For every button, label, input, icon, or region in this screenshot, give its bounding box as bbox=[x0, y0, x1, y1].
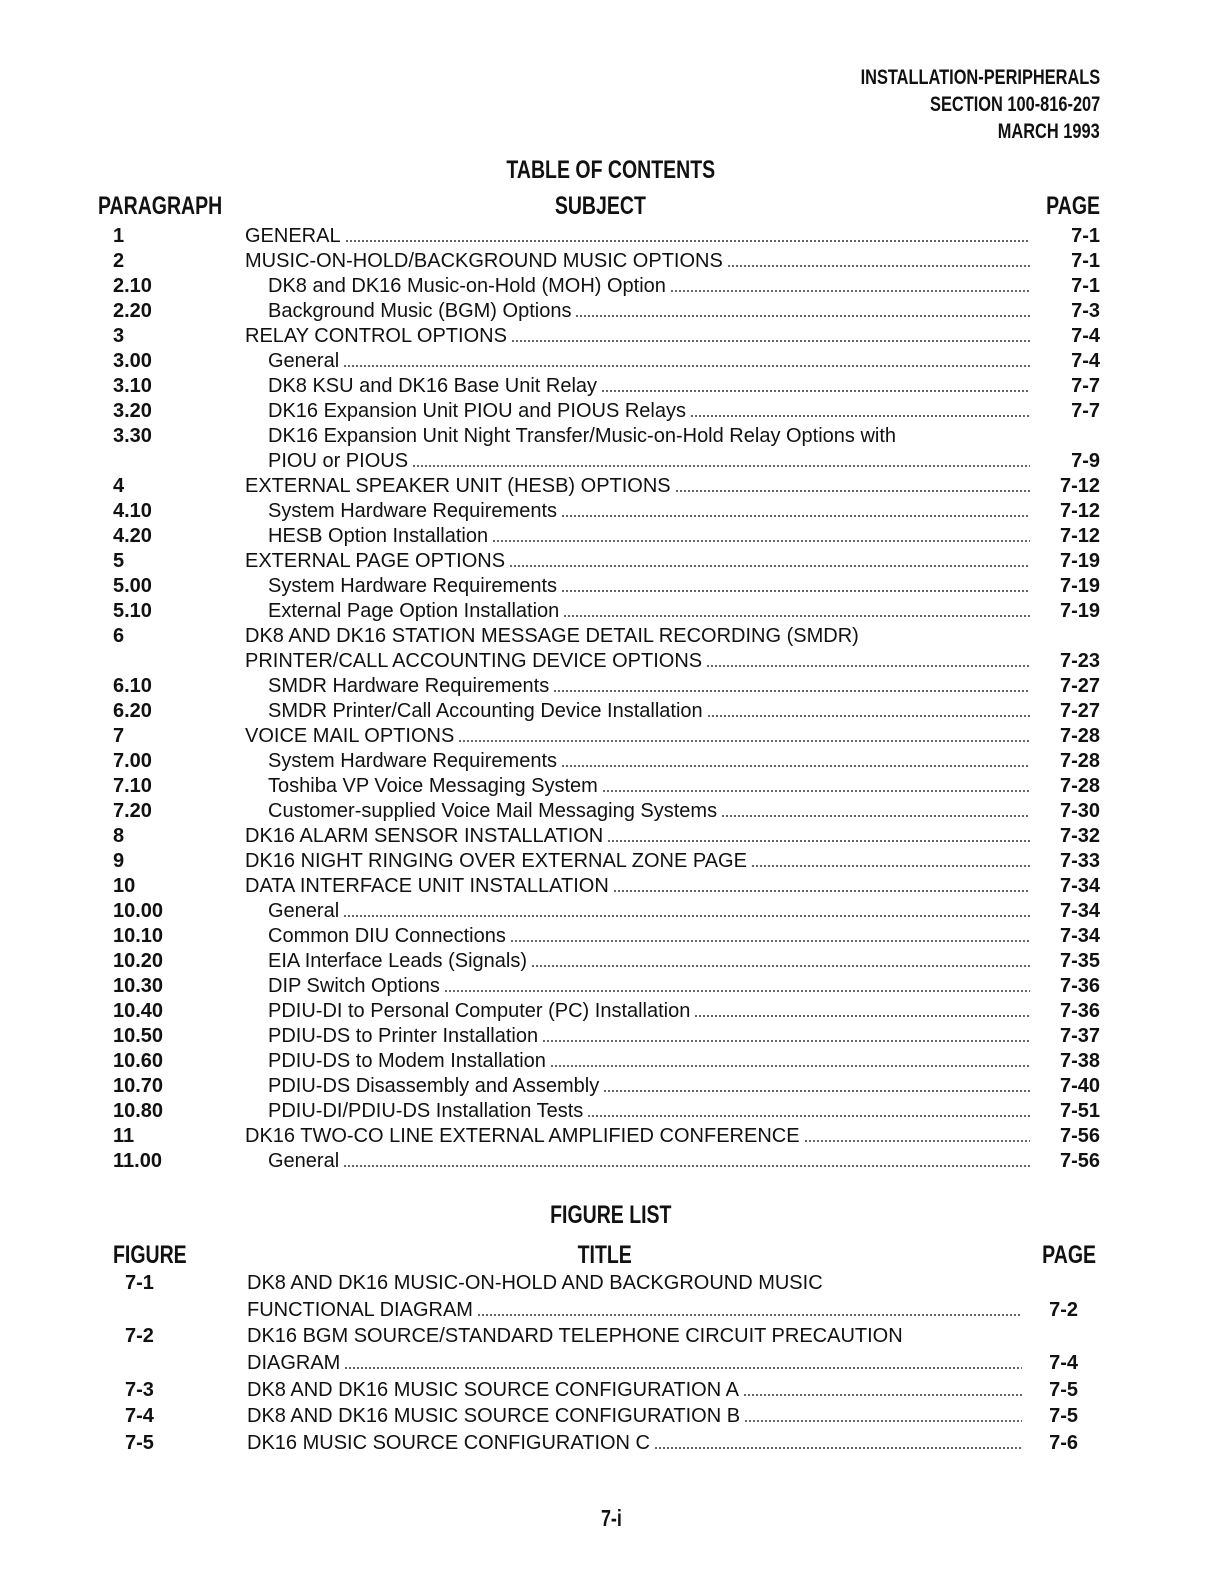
toc-entry-row bbox=[0, 599, 1222, 624]
subject-text: VOICE MAIL OPTIONS bbox=[245, 725, 455, 747]
page-number-ref: 7-9 bbox=[1071, 450, 1100, 472]
paragraph-number: 10.40 bbox=[113, 1000, 164, 1022]
subject-text: EIA Interface Leads (Signals) bbox=[268, 950, 528, 972]
paragraph-number: 4.20 bbox=[113, 525, 152, 547]
subject-text: Customer-supplied Voice Mail Messaging Systems bbox=[268, 800, 718, 822]
subject-line bbox=[268, 349, 1030, 374]
page-number-ref: 7-36 bbox=[1059, 1000, 1100, 1022]
subject-text: Toshiba VP Voice Messaging System bbox=[268, 775, 598, 797]
subject-text: DIP Switch Options bbox=[268, 975, 440, 997]
page-number-ref: 7-12 bbox=[1059, 475, 1100, 497]
paragraph-number: 2 bbox=[113, 250, 125, 272]
page-number-ref: 7-28 bbox=[1059, 725, 1100, 747]
paragraph-number: 2.10 bbox=[113, 275, 152, 297]
figure-number: 7-3 bbox=[125, 1378, 154, 1401]
subject-line bbox=[268, 599, 1030, 624]
page-number-wrap bbox=[0, 1505, 1222, 1532]
paragraph-number: 10 bbox=[113, 875, 136, 897]
dot-leader bbox=[743, 1394, 1022, 1396]
toc-entry-row bbox=[0, 349, 1222, 374]
dot-leader bbox=[575, 315, 1030, 317]
paragraph-number: 4.10 bbox=[113, 500, 152, 522]
toc-entry-row bbox=[0, 799, 1222, 824]
toc-entry-row bbox=[0, 299, 1222, 324]
subject-text: DK16 NIGHT RINGING OVER EXTERNAL ZONE PAGE bbox=[245, 850, 747, 872]
toc-title-wrap bbox=[0, 156, 1222, 185]
subject-text: MUSIC-ON-HOLD/BACKGROUND MUSIC OPTIONS bbox=[245, 250, 723, 272]
dot-leader bbox=[721, 815, 1030, 817]
page-number-ref: 7-56 bbox=[1059, 1150, 1100, 1172]
paragraph-number: 7.00 bbox=[113, 750, 152, 772]
toc-entry-row bbox=[0, 399, 1222, 424]
figure-title-text: DK8 AND DK16 MUSIC SOURCE CONFIGURATION B bbox=[247, 1405, 741, 1428]
toc-entry-row bbox=[0, 274, 1222, 299]
subject-text: HESB Option Installation bbox=[268, 525, 489, 547]
dot-leader bbox=[694, 1015, 1030, 1017]
toc-entry-row bbox=[0, 449, 1222, 474]
page-number-ref: 7-27 bbox=[1059, 700, 1100, 722]
subject-line bbox=[245, 649, 1030, 674]
dot-leader bbox=[477, 1314, 1022, 1316]
figure-number: 7-1 bbox=[125, 1272, 154, 1294]
dot-leader bbox=[602, 790, 1030, 792]
dot-leader bbox=[563, 615, 1030, 617]
subject-text: PDIU-DI to Personal Computer (PC) Installation bbox=[268, 1000, 691, 1022]
dot-leader bbox=[444, 990, 1030, 992]
subject-line bbox=[268, 999, 1030, 1024]
subject-line bbox=[245, 849, 1030, 874]
header-date: MARCH 1993 bbox=[998, 120, 1100, 143]
toc-entry-row bbox=[0, 1049, 1222, 1074]
toc-col-subject-wrap bbox=[0, 192, 1200, 221]
toc-entry-row bbox=[0, 749, 1222, 774]
paragraph-number: 5 bbox=[113, 550, 125, 572]
figure-entry-row bbox=[0, 1350, 1222, 1377]
figure-entry-row bbox=[0, 1403, 1222, 1430]
dot-leader bbox=[492, 540, 1030, 542]
paragraph-number: 10.30 bbox=[113, 975, 164, 997]
dot-leader bbox=[601, 390, 1030, 392]
toc-entry-row bbox=[0, 1074, 1222, 1099]
subject-line bbox=[268, 674, 1030, 699]
dot-leader bbox=[613, 890, 1030, 892]
paragraph-number: 7.10 bbox=[113, 775, 152, 797]
toc-entry-row bbox=[0, 374, 1222, 399]
toc-col-page: PAGE bbox=[1046, 192, 1100, 220]
toc-entry-row bbox=[0, 999, 1222, 1024]
toc-entry-row bbox=[0, 1024, 1222, 1049]
dot-leader bbox=[751, 865, 1030, 867]
figure-entry-row bbox=[0, 1430, 1222, 1457]
paragraph-number: 10.50 bbox=[113, 1025, 164, 1047]
subject-line bbox=[268, 899, 1030, 924]
page-number-ref: 7-35 bbox=[1059, 950, 1100, 972]
page-number: 7-i bbox=[600, 1505, 622, 1531]
fig-col-page: PAGE bbox=[1042, 1241, 1096, 1269]
dot-leader bbox=[561, 515, 1030, 517]
subject-text: System Hardware Requirements bbox=[268, 500, 557, 522]
toc-col-subject: SUBJECT bbox=[554, 192, 646, 220]
subject-line bbox=[268, 1149, 1030, 1174]
paragraph-number: 6 bbox=[113, 625, 125, 647]
subject-text: External Page Option Installation bbox=[268, 600, 560, 622]
figure-page-ref: 7-2 bbox=[1049, 1298, 1078, 1321]
dot-leader bbox=[744, 1420, 1022, 1422]
page-number-ref: 7-4 bbox=[1071, 325, 1100, 347]
subject-line bbox=[268, 1074, 1030, 1099]
figure-title-line bbox=[247, 1323, 907, 1350]
figure-title-text: DK8 AND DK16 MUSIC-ON-HOLD AND BACKGROUND MUSIC bbox=[247, 1272, 823, 1294]
dot-leader bbox=[550, 1065, 1030, 1067]
subject-text: DK8 AND DK16 STATION MESSAGE DETAIL RECORDING (SMDR) bbox=[245, 625, 859, 647]
paragraph-number: 4 bbox=[113, 475, 125, 497]
subject-line bbox=[268, 924, 1030, 949]
subject-text: DK16 TWO-CO LINE EXTERNAL AMPLIFIED CONFERENCE bbox=[245, 1125, 800, 1147]
subject-text: EXTERNAL SPEAKER UNIT (HESB) OPTIONS bbox=[245, 475, 671, 497]
page-number-ref: 7-36 bbox=[1059, 975, 1100, 997]
toc-entry-row bbox=[0, 624, 1222, 649]
toc-entry-row bbox=[0, 674, 1222, 699]
subject-text: Common DIU Connections bbox=[268, 925, 506, 947]
toc-entry-row bbox=[0, 574, 1222, 599]
figure-number: 7-2 bbox=[125, 1325, 154, 1348]
figure-title-text: DK16 MUSIC SOURCE CONFIGURATION C bbox=[247, 1432, 650, 1455]
toc-entry-row bbox=[0, 1149, 1222, 1174]
toc-list bbox=[0, 224, 1222, 1174]
paragraph-number: 10.80 bbox=[113, 1100, 164, 1122]
dot-leader bbox=[561, 765, 1030, 767]
page-number-ref: 7-3 bbox=[1071, 300, 1100, 322]
paragraph-number: 6.10 bbox=[113, 675, 152, 697]
dot-leader bbox=[804, 1140, 1030, 1142]
page-number-ref: 7-12 bbox=[1059, 500, 1100, 522]
dot-leader bbox=[603, 1090, 1030, 1092]
page-number-ref: 7-1 bbox=[1071, 250, 1100, 272]
toc-entry-row bbox=[0, 899, 1222, 924]
dot-leader bbox=[675, 490, 1030, 492]
subject-line bbox=[268, 1099, 1030, 1124]
paragraph-number: 11.00 bbox=[113, 1150, 162, 1172]
subject-line bbox=[268, 949, 1030, 974]
dot-leader bbox=[542, 1040, 1030, 1042]
subject-line bbox=[268, 399, 1030, 424]
toc-col-paragraph: PARAGRAPH bbox=[98, 192, 223, 220]
subject-text: DK8 and DK16 Music-on-Hold (MOH) Option bbox=[268, 275, 666, 297]
page-number-ref: 7-19 bbox=[1059, 600, 1100, 622]
page-number-ref: 7-37 bbox=[1059, 1025, 1100, 1047]
paragraph-number: 11 bbox=[113, 1125, 135, 1147]
paragraph-number: 6.20 bbox=[113, 700, 152, 722]
dot-leader bbox=[343, 1165, 1030, 1167]
paragraph-number: 2.20 bbox=[113, 300, 152, 322]
dot-leader bbox=[458, 740, 1030, 742]
subject-text: PDIU-DS to Printer Installation bbox=[268, 1025, 539, 1047]
page-number-ref: 7-4 bbox=[1071, 350, 1100, 372]
subject-line bbox=[268, 574, 1030, 599]
toc-entry-row bbox=[0, 949, 1222, 974]
page-number-ref: 7-34 bbox=[1059, 875, 1100, 897]
page-number-ref: 7-30 bbox=[1059, 800, 1100, 822]
subject-text: Background Music (BGM) Options bbox=[268, 300, 572, 322]
dot-leader bbox=[531, 965, 1030, 967]
header-section: SECTION 100-816-207 bbox=[929, 93, 1100, 116]
toc-entry-row bbox=[0, 549, 1222, 574]
dot-leader bbox=[587, 1115, 1030, 1117]
subject-text: System Hardware Requirements bbox=[268, 575, 557, 597]
figure-entry-row bbox=[0, 1297, 1222, 1324]
dot-leader bbox=[510, 940, 1030, 942]
dot-leader bbox=[412, 465, 1030, 467]
subject-line bbox=[268, 1024, 1030, 1049]
subject-line bbox=[268, 449, 1030, 474]
paragraph-number: 10.00 bbox=[113, 900, 164, 922]
page-number-ref: 7-23 bbox=[1059, 650, 1100, 672]
toc-entry-row bbox=[0, 249, 1222, 274]
dot-leader bbox=[727, 265, 1030, 267]
subject-text: General bbox=[268, 1150, 340, 1172]
subject-line bbox=[268, 374, 1030, 399]
subject-line bbox=[245, 549, 1030, 574]
paragraph-number: 3.10 bbox=[113, 375, 152, 397]
subject-text: PRINTER/CALL ACCOUNTING DEVICE OPTIONS bbox=[245, 650, 703, 672]
figure-title-line bbox=[247, 1377, 1022, 1404]
figure-title-line bbox=[247, 1430, 1022, 1457]
paragraph-number: 7 bbox=[113, 725, 125, 747]
figure-page-ref: 7-5 bbox=[1049, 1378, 1078, 1401]
subject-text: DK8 KSU and DK16 Base Unit Relay bbox=[268, 375, 598, 397]
figure-list bbox=[0, 1270, 1222, 1457]
subject-line bbox=[268, 299, 1030, 324]
subject-line bbox=[245, 324, 1030, 349]
dot-leader bbox=[607, 840, 1030, 842]
subject-text: RELAY CONTROL OPTIONS bbox=[245, 325, 507, 347]
paragraph-number: 10.60 bbox=[113, 1050, 164, 1072]
subject-text: DK16 Expansion Unit Night Transfer/Music-on-Hold Relay Options with bbox=[268, 425, 897, 447]
toc-entry-row bbox=[0, 499, 1222, 524]
subject-line bbox=[268, 1049, 1030, 1074]
dot-leader bbox=[670, 290, 1030, 292]
page-number-ref: 7-19 bbox=[1059, 575, 1100, 597]
subject-text: PDIU-DI/PDIU-DS Installation Tests bbox=[268, 1100, 584, 1122]
figure-title-text: DK16 BGM SOURCE/STANDARD TELEPHONE CIRCUIT PRECAUTION bbox=[247, 1325, 903, 1348]
page-number-ref: 7-32 bbox=[1059, 825, 1100, 847]
subject-text: DATA INTERFACE UNIT INSTALLATION bbox=[245, 875, 609, 897]
figure-page-ref: 7-6 bbox=[1049, 1432, 1078, 1455]
dot-leader bbox=[553, 690, 1030, 692]
figure-entry-row bbox=[0, 1270, 1222, 1297]
subject-line bbox=[245, 474, 1030, 499]
page-number-ref: 7-1 bbox=[1071, 275, 1100, 297]
subject-line bbox=[245, 249, 1030, 274]
dot-leader bbox=[561, 590, 1030, 592]
dot-leader bbox=[707, 715, 1030, 717]
dot-leader bbox=[690, 415, 1030, 417]
toc-entry-row bbox=[0, 1124, 1222, 1149]
dot-leader bbox=[654, 1447, 1022, 1449]
figure-entry-row bbox=[0, 1323, 1222, 1350]
figure-title-line bbox=[247, 1270, 827, 1297]
page-number-ref: 7-7 bbox=[1071, 375, 1100, 397]
subject-line bbox=[245, 874, 1030, 899]
header-title: INSTALLATION-PERIPHERALS bbox=[860, 66, 1100, 89]
figure-number: 7-5 bbox=[125, 1432, 154, 1455]
subject-line bbox=[245, 724, 1030, 749]
page-number-ref: 7-56 bbox=[1059, 1125, 1100, 1147]
dot-leader bbox=[343, 915, 1030, 917]
toc-entry-row bbox=[0, 649, 1222, 674]
subject-line bbox=[245, 1124, 1030, 1149]
page-number-ref: 7-12 bbox=[1059, 525, 1100, 547]
toc-entry-row bbox=[0, 324, 1222, 349]
subject-text: PDIU-DS to Modem Installation bbox=[268, 1050, 546, 1072]
page-number-ref: 7-19 bbox=[1059, 550, 1100, 572]
toc-entry-row bbox=[0, 924, 1222, 949]
dot-leader bbox=[509, 565, 1030, 567]
dot-leader bbox=[344, 1367, 1022, 1369]
figure-page-ref: 7-4 bbox=[1049, 1352, 1078, 1375]
subject-line bbox=[245, 624, 863, 649]
paragraph-number: 1 bbox=[113, 225, 125, 247]
paragraph-number: 3.30 bbox=[113, 425, 152, 447]
subject-text: PDIU-DS Disassembly and Assembly bbox=[268, 1075, 600, 1097]
fig-col-figure: FIGURE bbox=[113, 1241, 187, 1269]
toc-entry-row bbox=[0, 699, 1222, 724]
page-number-ref: 7-38 bbox=[1059, 1050, 1100, 1072]
subject-line bbox=[245, 824, 1030, 849]
toc-entry-row bbox=[0, 224, 1222, 249]
paragraph-number: 10.10 bbox=[113, 925, 164, 947]
paragraph-number: 10.20 bbox=[113, 950, 164, 972]
subject-text: EXTERNAL PAGE OPTIONS bbox=[245, 550, 506, 572]
toc-entry-row bbox=[0, 774, 1222, 799]
figure-title-line bbox=[247, 1350, 1022, 1377]
subject-text: General bbox=[268, 900, 340, 922]
fig-col-title: TITLE bbox=[577, 1241, 633, 1269]
page-number-ref: 7-34 bbox=[1059, 925, 1100, 947]
paragraph-number: 5.10 bbox=[113, 600, 152, 622]
page-number-ref: 7-28 bbox=[1059, 750, 1100, 772]
subject-text: SMDR Printer/Call Accounting Device Installation bbox=[268, 700, 703, 722]
subject-line bbox=[268, 524, 1030, 549]
subject-line bbox=[268, 799, 1030, 824]
subject-line bbox=[268, 749, 1030, 774]
toc-entry-row bbox=[0, 824, 1222, 849]
dot-leader bbox=[706, 665, 1030, 667]
subject-text: DK16 Expansion Unit PIOU and PIOUS Relays bbox=[268, 400, 686, 422]
subject-line bbox=[268, 274, 1030, 299]
figure-title-text: DK8 AND DK16 MUSIC SOURCE CONFIGURATION A bbox=[247, 1378, 739, 1401]
dot-leader bbox=[345, 240, 1030, 242]
figure-page-ref: 7-5 bbox=[1049, 1405, 1078, 1428]
paragraph-number: 5.00 bbox=[113, 575, 152, 597]
toc-entry-row bbox=[0, 849, 1222, 874]
page-number-ref: 7-1 bbox=[1071, 225, 1100, 247]
figure-title-text: DIAGRAM bbox=[247, 1352, 341, 1375]
subject-line bbox=[268, 699, 1030, 724]
page-number-ref: 7-40 bbox=[1059, 1075, 1100, 1097]
fig-col-page-wrap bbox=[1027, 1241, 1096, 1270]
figure-number: 7-4 bbox=[125, 1405, 154, 1428]
figure-title-line bbox=[247, 1297, 1022, 1324]
figure-list-title-wrap bbox=[0, 1201, 1222, 1230]
subject-line bbox=[268, 424, 900, 449]
toc-title: TABLE OF CONTENTS bbox=[506, 156, 716, 184]
subject-line bbox=[245, 224, 1030, 249]
subject-line bbox=[268, 974, 1030, 999]
subject-line bbox=[268, 774, 1030, 799]
page-number-ref: 7-28 bbox=[1059, 775, 1100, 797]
subject-text: PIOU or PIOUS bbox=[268, 450, 409, 472]
figure-title-text: FUNCTIONAL DIAGRAM bbox=[247, 1298, 473, 1321]
paragraph-number: 9 bbox=[113, 850, 125, 872]
paragraph-number: 10.70 bbox=[113, 1075, 164, 1097]
paragraph-number: 3.00 bbox=[113, 350, 152, 372]
toc-entry-row bbox=[0, 724, 1222, 749]
dot-leader bbox=[511, 340, 1030, 342]
toc-col-page-wrap bbox=[1031, 192, 1100, 221]
subject-text: System Hardware Requirements bbox=[268, 750, 557, 772]
toc-entry-row bbox=[0, 1099, 1222, 1124]
toc-entry-row bbox=[0, 474, 1222, 499]
paragraph-number: 3 bbox=[113, 325, 125, 347]
subject-text: GENERAL bbox=[245, 225, 341, 247]
figure-list-title: FIGURE LIST bbox=[550, 1201, 672, 1229]
page-number-ref: 7-7 bbox=[1071, 400, 1100, 422]
toc-entry-row bbox=[0, 874, 1222, 899]
toc-entry-row bbox=[0, 424, 1222, 449]
toc-entry-row bbox=[0, 524, 1222, 549]
page-number-ref: 7-33 bbox=[1059, 850, 1100, 872]
toc-entry-row bbox=[0, 974, 1222, 999]
page-number-ref: 7-51 bbox=[1059, 1100, 1100, 1122]
paragraph-number: 3.20 bbox=[113, 400, 152, 422]
dot-leader bbox=[343, 365, 1030, 367]
subject-text: DK16 ALARM SENSOR INSTALLATION bbox=[245, 825, 604, 847]
page-number-ref: 7-27 bbox=[1059, 675, 1100, 697]
figure-title-line bbox=[247, 1403, 1022, 1430]
page-number-ref: 7-34 bbox=[1059, 900, 1100, 922]
paragraph-number: 7.20 bbox=[113, 800, 152, 822]
figure-entry-row bbox=[0, 1377, 1222, 1404]
subject-text: SMDR Hardware Requirements bbox=[268, 675, 550, 697]
subject-text: General bbox=[268, 350, 340, 372]
subject-line bbox=[268, 499, 1030, 524]
paragraph-number: 8 bbox=[113, 825, 125, 847]
